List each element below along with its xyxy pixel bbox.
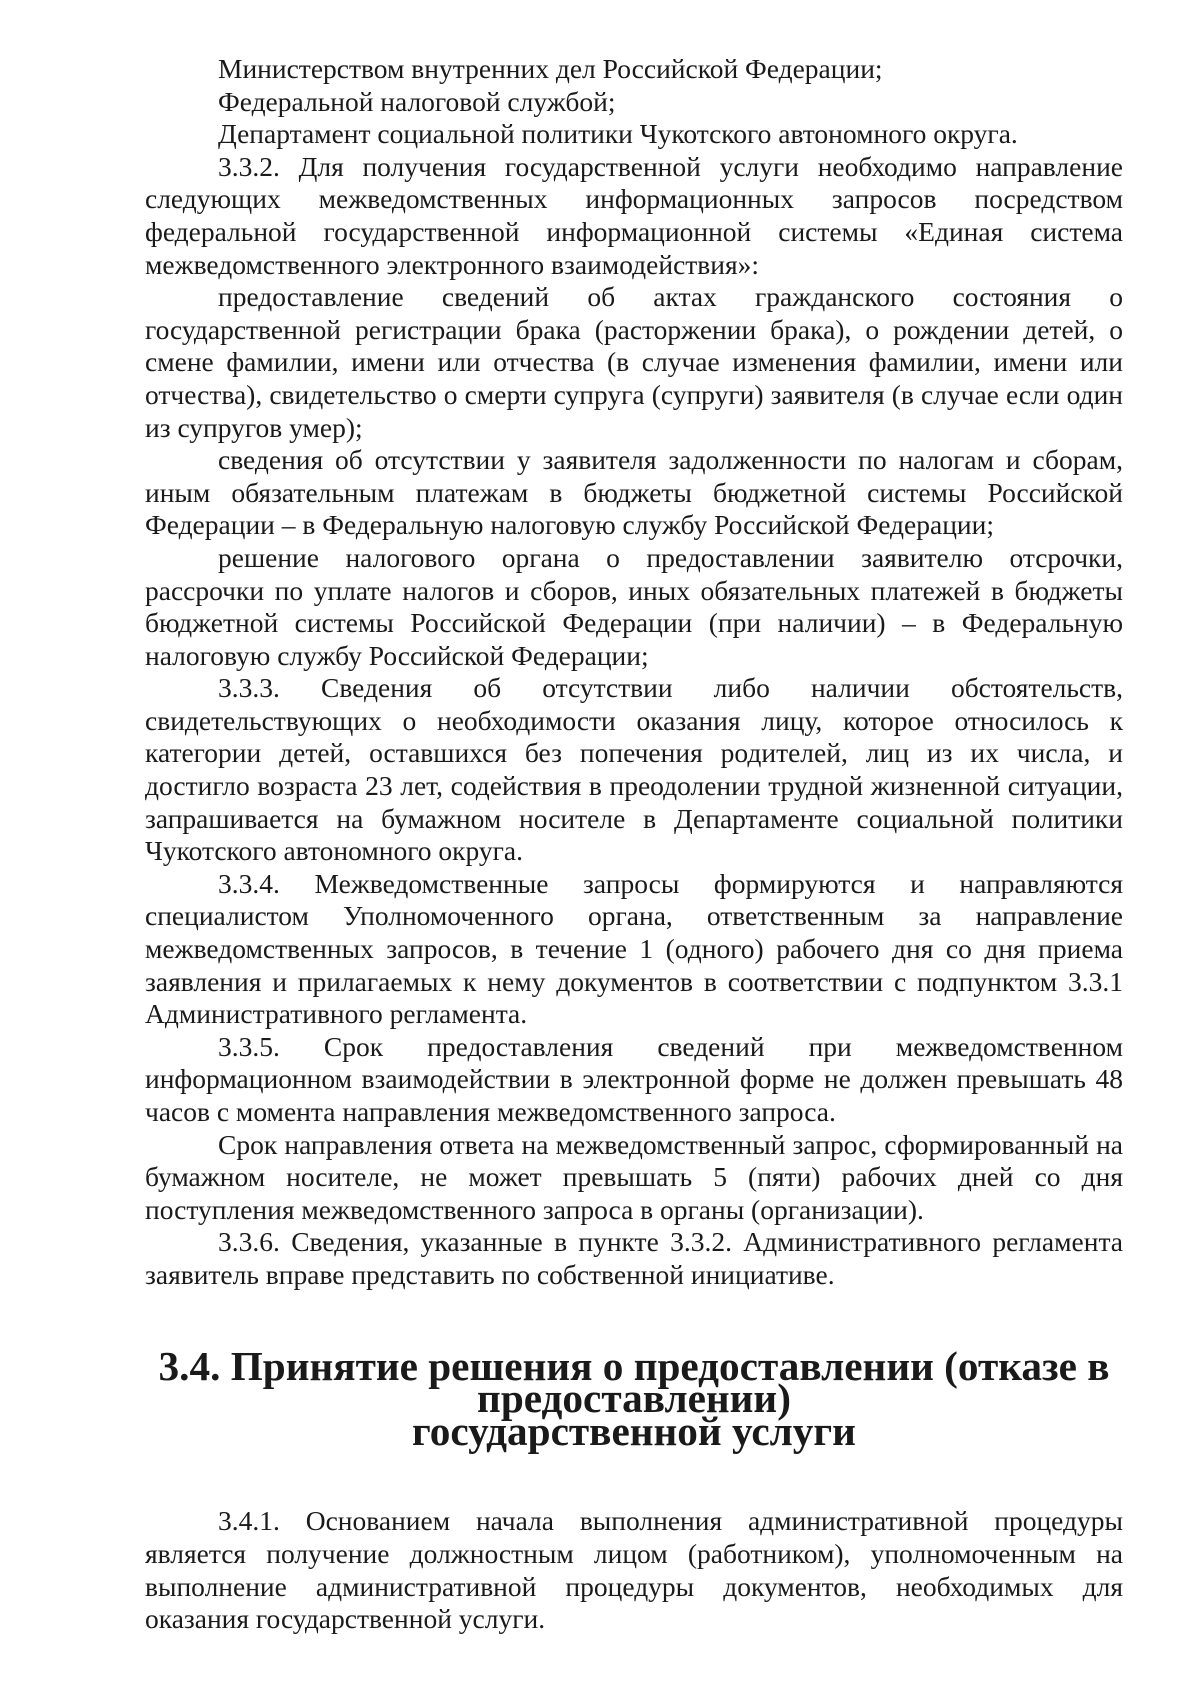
lead-line: Департамент социальной политики Чукотского автономного округа. [218,118,1018,150]
paragraph-3-3-6: 3.3.6. Сведения, указанные в пункте 3.3.2. Административного регламента заявитель вправе представить по собственной инициативе. [145,1226,1123,1290]
lead-lines [145,53,1123,151]
paragraph-tax-deferral-decision: решение налогового органа о предоставлении заявителю отсрочки, рассрочки по уплате налогов и сборов, иных обязательных платежей в бюджеты бюджетной системы Российской Федерации (при наличии) – в Федеральную налоговую службу Российской Федерации; [145,541,1123,671]
paragraph-civil-status-records: предоставление сведений об актах гражданского состояния о государственной регистрации брака (расторжении брака), о рождении детей, о смене фамилии, имени или отчества (в случае изменения фамилии, имени или отчества), свидетельство о смерти супруга (супруги) заявителя (в случае если один из супругов умер); [145,281,1123,443]
lead-line: Федеральной налоговой службой; [218,85,616,117]
paragraph-response-deadline: Срок направления ответа на межведомственный запрос, сформированный на бумажном носителе, не может превышать 5 (пяти) рабочих дней со дня поступления межведомственного запроса в органы (организации). [145,1128,1123,1225]
section-heading-line: государственной услуги [412,1407,856,1454]
paragraph-3-3-3: 3.3.3. Сведения об отсутствии либо наличии обстоятельств, свидетельствующих о необходимости оказания лицу, которое относилось к категории детей, оставшихся без попечения родителей, лиц из их числа, и достигло возраста 23 лет, содействия в преодолении трудной жизненной ситуации, запрашивается на бумажном носителе в Департаменте социальной политики Чукотского автономного округа. [145,672,1123,867]
paragraph-3-3-4: 3.3.4. Межведомственные запросы формируются и направляются специалистом Уполномоченного органа, ответственным за направление межведомственных запросов, в течение 1 (одного) рабочего дня со дня приема заявления и прилагаемых к нему документов в соответствии с подпунктом 3.3.1 Административного регламента. [145,867,1123,1030]
paragraph-tax-debt-info: сведения об отсутствии у заявителя задолженности по налогам и сборам, иным обязательным платежам в бюджеты бюджетной системы Российской Федерации – в Федеральную налоговую службу Российской Федерации; [145,444,1123,541]
document-body [145,53,1123,1636]
paragraph-3-4-1: 3.4.1. Основанием начала выполнения административной процедуры является получение должностным лицом (работником), уполномоченным на выполнение административной процедуры документов, необходимых для оказания государственной услуги. [145,1505,1123,1635]
section-heading-line: 3.4. Принятие решения о предоставлении (отказе в предоставлении) [158,1342,1110,1422]
paragraph-3-3-5: 3.3.5. Срок предоставления сведений при межведомственном информационном взаимодействии в электронной форме не должен превышать 48 часов с момента направления межведомственного запроса. [145,1030,1123,1127]
lead-line: Министерством внутренних дел Российской Федерации; [218,53,883,84]
section-heading-3-4 [145,1342,1123,1454]
paragraph-3-3-2: 3.3.2. Для получения государственной услуги необходимо направление следующих межведомственных информационных запросов посредством федеральной государственной информационной системы «Единая система межведомственного электронного взаимодействия»: [145,150,1123,280]
